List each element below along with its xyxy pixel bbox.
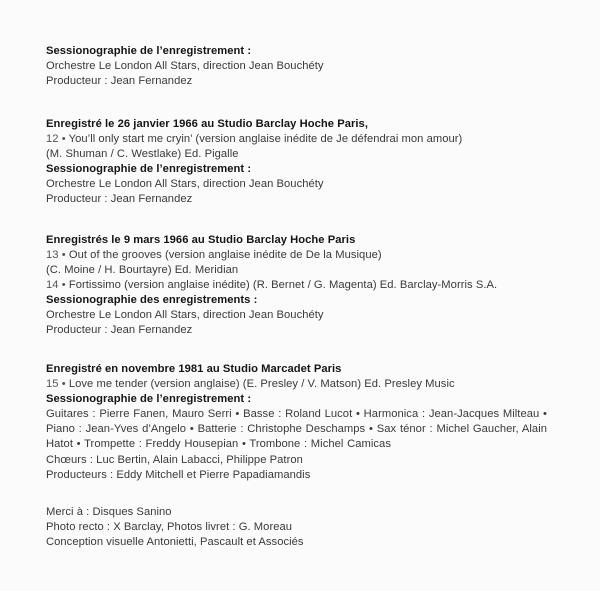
credits-block [46, 505, 566, 550]
track-credit-line: (C. Moine / H. Bourtayre) Ed. Meridian [46, 264, 239, 276]
choir-line: Chœurs : Luc Bertin, Alain Labacci, Philippe Patron [46, 453, 303, 466]
recording-block-1981 [46, 362, 547, 483]
track-number: 13 • [46, 249, 66, 261]
track-title: Fortissimo (version anglaise inédite) (R. Bernet / G. Magenta) Ed. Barclay-Morris S.A. [68, 279, 498, 291]
track-number: 15 • [46, 378, 66, 390]
track-title: Out of the grooves (version anglaise inédite de De la Musique) [68, 249, 382, 261]
recording-heading: Enregistrés le 9 mars 1966 au Studio Barclay Hoche Paris [46, 234, 356, 246]
session-heading: Sessionographie de l’enregistrement : [46, 393, 252, 405]
recording-block-1966-mar [46, 233, 566, 338]
session-heading: Sessionographie de l’enregistrement : [46, 163, 252, 175]
producers-line: Producteurs : Eddy Mitchell et Pierre Papadiamandis [46, 468, 311, 481]
recording-block-1966-jan [46, 117, 566, 207]
track-line [46, 278, 566, 293]
session-block-1 [46, 44, 566, 89]
orchestra-line: Orchestre Le London All Stars, direction Jean Bouchéty [46, 60, 324, 72]
track-credit-line: (M. Shuman / C. Westlake) Ed. Pigalle [46, 148, 239, 160]
musicians-paragraph: Guitares : Pierre Fanen, Mauro Serri • Basse : Roland Lucot • Harmonica : Jean-Jacques Milteau • Piano : Jean-Yves d’Angelo • Batterie : Christophe Deschamps • Sax ténor : Michel Gaucher, Alain Hatot • Trompette : Freddy Housepian • Trombone : Michel Camicas [46, 408, 547, 451]
track-title: You’ll only start me cryin’ (version anglaise inédite de Je défendrai mon amour) [68, 133, 463, 145]
track-line [46, 377, 547, 392]
producer-line: Producteur : Jean Fernandez [46, 324, 193, 336]
recording-heading: Enregistré en novembre 1981 au Studio Marcadet Paris [46, 363, 342, 375]
orchestra-line: Orchestre Le London All Stars, direction Jean Bouchéty [46, 309, 324, 321]
thanks-line: Merci à : Disques Sanino [46, 506, 172, 518]
track-number: 14 • [46, 279, 66, 291]
producer-line: Producteur : Jean Fernandez [46, 75, 193, 87]
photo-credit-line: Photo recto : X Barclay, Photos livret : G. Moreau [46, 521, 293, 533]
design-credit-line: Conception visuelle Antonietti, Pascault et Associés [46, 536, 304, 548]
track-title: Love me tender (version anglaise) (E. Presley / V. Matson) Ed. Presley Music [68, 378, 455, 390]
orchestra-line: Orchestre Le London All Stars, direction Jean Bouchéty [46, 178, 324, 190]
track-line [46, 248, 566, 263]
track-line [46, 132, 566, 147]
session-heading: Sessionographie de l’enregistrement : [46, 45, 252, 57]
recording-heading: Enregistré le 26 janvier 1966 au Studio Barclay Hoche Paris, [46, 118, 368, 130]
producer-line: Producteur : Jean Fernandez [46, 193, 193, 205]
session-heading: Sessionographie des enregistrements : [46, 294, 258, 306]
track-number: 12 • [46, 133, 66, 145]
